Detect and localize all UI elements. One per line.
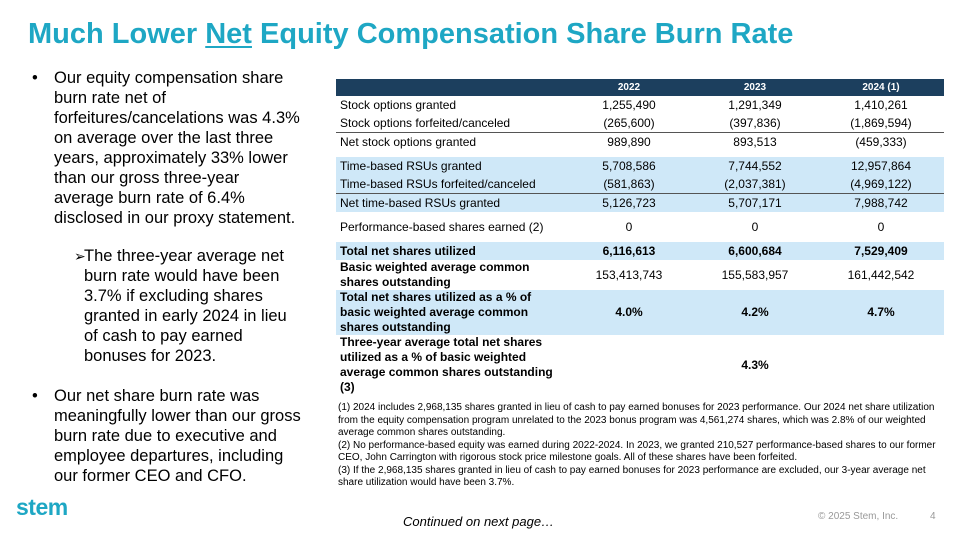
cell-2023: 6,600,684 — [692, 242, 818, 260]
table-row — [336, 114, 944, 133]
continued-note: Continued on next page… — [403, 514, 555, 529]
table-row — [336, 242, 944, 260]
footnote: (2) No performance-based equity was earned during 2022-2024. In 2023, we granted 210,527 performance-based shares to our former CEO, John Carrington with rigorous stock price milestone goals. All of these shares have been forfeited. — [338, 439, 936, 463]
cell-2023: 4.2% — [692, 290, 818, 335]
bullet-mark: • — [32, 387, 38, 405]
cell-2023: (2,037,381) — [692, 175, 818, 194]
footnote: (1) 2024 includes 2,968,135 shares granted in lieu of cash to pay earned bonuses for 2023 performance. Our 2024 net share utilization from the equity compensation program unrelated to the 2023 bonus program was 4,561,274 shares, which was 2.8% of our weighted average common shares outstanding. — [338, 402, 935, 438]
footnote: (3) If the 2,968,135 shares granted in lieu of cash to pay earned bonuses for 2023 performance are excluded, our 3-year average net share utilization would have been 3.7%. — [338, 464, 926, 488]
footnotes — [338, 402, 938, 490]
cell-2022: (265,600) — [603, 115, 655, 130]
cell-2022: 5,126,723 — [566, 194, 692, 213]
bullet-item — [22, 386, 302, 486]
header-cell: 2022 — [566, 79, 692, 96]
row-label: Basic weighted average common shares outstanding — [340, 260, 530, 289]
cell-2024: 4.7% — [818, 290, 944, 335]
cell-2023: 1,291,349 — [728, 97, 782, 112]
title-post: Equity Compensation Share Burn Rate — [251, 18, 794, 50]
cell-2022: 1,255,490 — [602, 97, 656, 112]
page-number: 4 — [930, 511, 936, 522]
row-label: Net stock options granted — [336, 133, 566, 152]
cell-2024: 7,988,742 — [818, 194, 944, 213]
burn-rate-table — [336, 79, 944, 395]
row-label: Net time-based RSUs granted — [336, 194, 566, 213]
table-row — [336, 133, 944, 152]
cell-2022: 153,413,743 — [595, 267, 663, 282]
copyright: © 2025 Stem, Inc. — [818, 511, 899, 522]
header-cell: 2023 — [692, 79, 818, 96]
cell-2022: 989,890 — [566, 133, 692, 152]
cell-2022: 6,116,613 — [566, 242, 692, 260]
bullet-mark: • — [32, 69, 38, 87]
bullet-text: Our net share burn rate was meaningfully lower than our gross burn rate due to executive and employee departures, including our former CEO and CFO. — [54, 387, 301, 485]
cell-2024: (4,969,122) — [818, 175, 944, 194]
header-cell — [336, 79, 566, 96]
bullet-list — [22, 68, 302, 486]
cell-2022: (581,863) — [566, 175, 692, 194]
header-cell: 2024 (1) — [818, 79, 944, 96]
table-row — [336, 194, 944, 213]
cell-2024: (459,333) — [818, 133, 944, 152]
table-row — [336, 175, 944, 194]
three-year-value: 4.3% — [741, 357, 769, 372]
cell-2023: 5,707,171 — [692, 194, 818, 213]
bullet-item — [22, 68, 302, 228]
cell-2023: (397,836) — [729, 115, 781, 130]
sub-bullet-item — [22, 246, 302, 366]
cell-2023: 7,744,552 — [692, 157, 818, 175]
cell-2023: 155,583,957 — [721, 267, 789, 282]
table-row — [336, 260, 944, 290]
table-row — [336, 218, 944, 236]
three-year-row — [336, 335, 944, 395]
row-label: Three-year average total net shares utilized as a % of basic weighted average common shares outstanding (3) — [340, 335, 553, 394]
row-label: Time-based RSUs granted — [336, 157, 566, 175]
row-label: Total net shares utilized — [336, 242, 566, 260]
cell-2023: 893,513 — [692, 133, 818, 152]
row-label: Performance-based shares earned (2) — [340, 219, 544, 234]
cell-2024: (1,869,594) — [850, 115, 912, 130]
row-label: Total net shares utilized as a % of basic weighted average common shares outstanding — [336, 290, 566, 335]
bullet-text: Our equity compensation share burn rate net of forfeitures/cancelations was 4.3% on average over the last three years, approximately 33% lower than our gross three-year average burn rate of 6.4% disclosed in our proxy statement. — [54, 69, 300, 227]
row-label: Stock options forfeited/canceled — [340, 115, 511, 130]
title-underlined: Net — [205, 18, 252, 50]
cell-2023: 0 — [751, 219, 759, 234]
table-row — [336, 290, 944, 335]
table-row — [336, 96, 944, 114]
stem-logo: stem — [16, 494, 68, 520]
cell-2022: 5,708,586 — [566, 157, 692, 175]
title-pre: Much Lower — [28, 18, 206, 50]
cell-2024: 7,529,409 — [818, 242, 944, 260]
cell-2024: 0 — [877, 219, 885, 234]
cell-2022: 0 — [625, 219, 633, 234]
sub-bullet-text: The three-year average net burn rate would have been 3.7% if excluding shares granted in early 2024 in lieu of cash to pay earned bonuses for 2023. — [84, 247, 287, 365]
table-row — [336, 157, 944, 175]
cell-2022: 4.0% — [566, 290, 692, 335]
slide-title — [28, 18, 928, 51]
row-label: Stock options granted — [340, 97, 457, 112]
cell-2024: 1,410,261 — [854, 97, 908, 112]
table-header-row — [336, 79, 944, 96]
cell-2024: 12,957,864 — [818, 157, 944, 175]
cell-2024: 161,442,542 — [847, 267, 915, 282]
row-label: Time-based RSUs forfeited/canceled — [336, 175, 566, 194]
arrow-bullet-icon: ➢ — [74, 248, 86, 264]
